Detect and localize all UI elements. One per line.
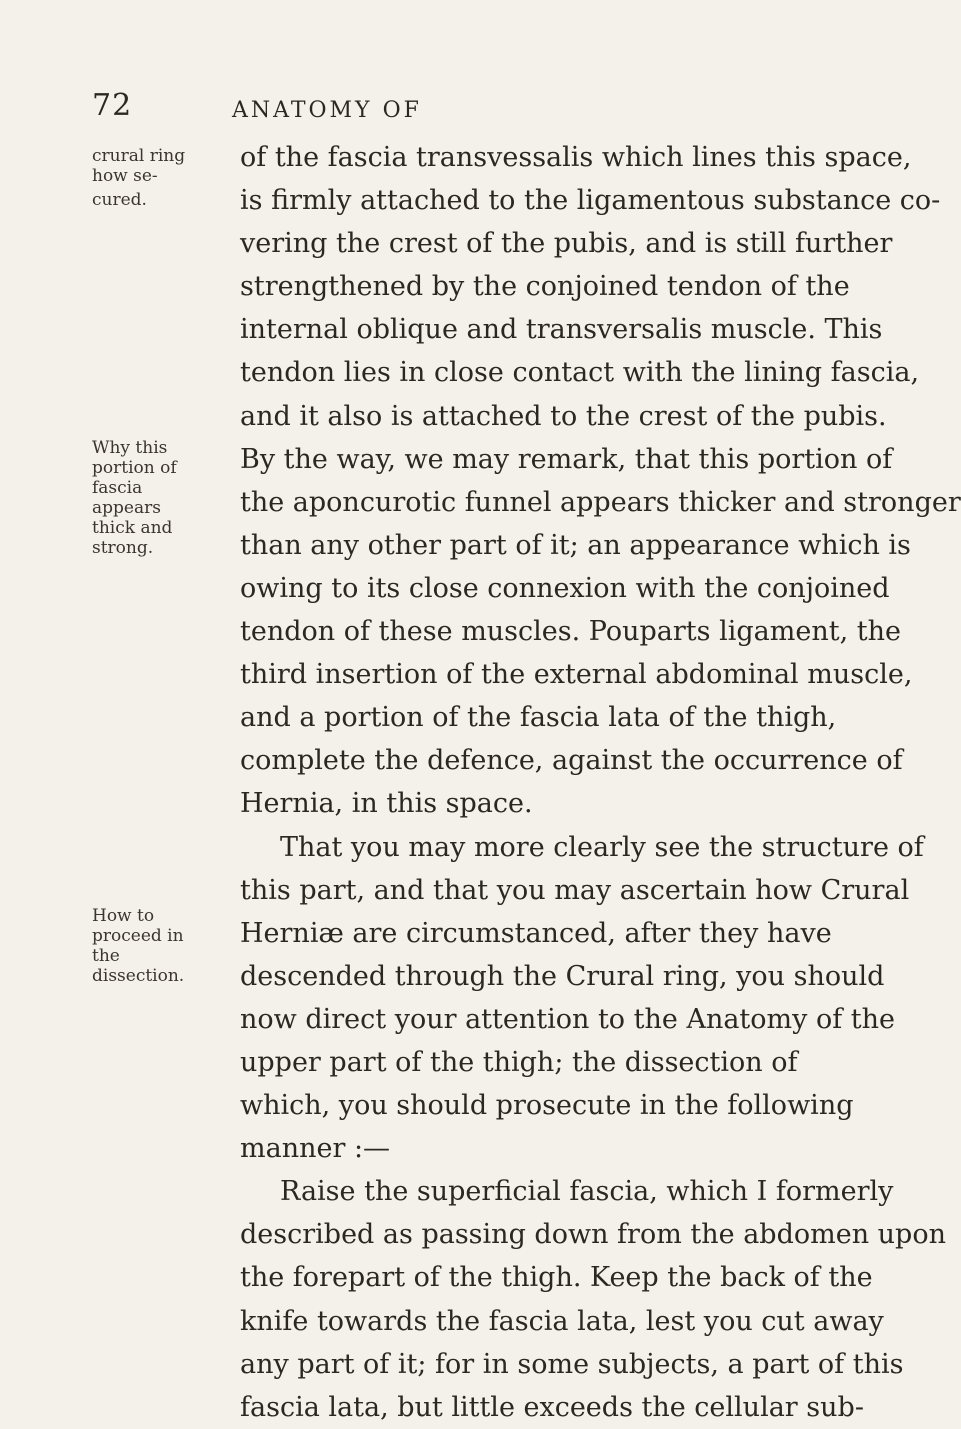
text-line: Hernia, in this space. bbox=[240, 788, 533, 820]
text-line: descended through the Crural ring, you should bbox=[240, 960, 885, 992]
margin-note-line: thick and bbox=[92, 518, 173, 538]
text-line: any part of it; for in some subjects, a part of this bbox=[240, 1348, 904, 1380]
text-line: By the way, we may remark, that this portion of bbox=[240, 443, 893, 475]
margin-note-line: proceed in bbox=[92, 926, 184, 946]
text-line: owing to its close connexion with the conjoined bbox=[240, 572, 890, 604]
margin-note-line: strong. bbox=[92, 538, 154, 558]
text-line: complete the defence, against the occurrence of bbox=[240, 745, 903, 777]
margin-note-line: How to bbox=[92, 906, 155, 926]
margin-note-line: the bbox=[92, 946, 120, 966]
margin-note-how-to-proceed bbox=[92, 906, 242, 986]
margin-note-line: crural ring bbox=[92, 146, 186, 166]
running-head: ANATOMY OF bbox=[232, 98, 422, 123]
text-line: vering the crest of the pubis, and is still further bbox=[240, 228, 893, 260]
page-header bbox=[0, 88, 801, 138]
text-line: That you may more clearly see the structure of bbox=[280, 831, 924, 863]
text-line: manner :— bbox=[240, 1133, 391, 1165]
text-line: tendon of these muscles. Pouparts ligament, the bbox=[240, 616, 901, 648]
text-line: upper part of the thigh; the dissection of bbox=[240, 1046, 798, 1078]
margin-note-line: fascia bbox=[92, 478, 143, 498]
margin-note-line: cured. bbox=[92, 190, 147, 210]
text-line: the aponcurotic funnel appears thicker and stronger bbox=[240, 486, 961, 518]
text-line: Herniæ are circumstanced, after they have bbox=[240, 917, 832, 949]
margin-note-line: how se- bbox=[92, 166, 158, 186]
text-line: internal oblique and transversalis muscle. This bbox=[240, 314, 883, 346]
text-line: and a portion of the fascia lata of the thigh, bbox=[240, 702, 837, 734]
text-line: this part, and that you may ascertain how Crural bbox=[240, 874, 910, 906]
margin-note-line: appears bbox=[92, 498, 161, 518]
text-line: Raise the superficial fascia, which I formerly bbox=[280, 1176, 894, 1208]
text-line: and it also is attached to the crest of the pubis. bbox=[240, 400, 887, 432]
text-line: described as passing down from the abdomen upon bbox=[240, 1219, 946, 1251]
text-line: strengthened by the conjoined tendon of the bbox=[240, 271, 850, 303]
text-line: which, you should prosecute in the following bbox=[240, 1090, 854, 1122]
text-line: than any other part of it; an appearance which is bbox=[240, 529, 911, 561]
text-line: tendon lies in close contact with the lining fascia, bbox=[240, 357, 920, 389]
margin-note-line: portion of bbox=[92, 458, 177, 478]
text-line: fascia lata, but little exceeds the cellular sub- bbox=[240, 1391, 864, 1423]
text-line: of the fascia transvessalis which lines this space, bbox=[240, 142, 912, 173]
body-text bbox=[240, 136, 961, 1429]
margin-note-why-thick bbox=[92, 438, 242, 558]
text-line: now direct your attention to the Anatomy of the bbox=[240, 1003, 896, 1035]
text-line: third insertion of the external abdominal muscle, bbox=[240, 659, 913, 691]
margin-note-line: dissection. bbox=[92, 966, 185, 986]
text-line: the forepart of the thigh. Keep the back of the bbox=[240, 1262, 873, 1294]
text-line: is firmly attached to the ligamentous substance co- bbox=[240, 185, 941, 217]
margin-note-line: Why this bbox=[92, 438, 168, 458]
text-line: knife towards the fascia lata, lest you cut away bbox=[240, 1305, 884, 1337]
margin-note-crural-ring bbox=[92, 146, 242, 210]
page-number: 72 bbox=[92, 88, 133, 123]
